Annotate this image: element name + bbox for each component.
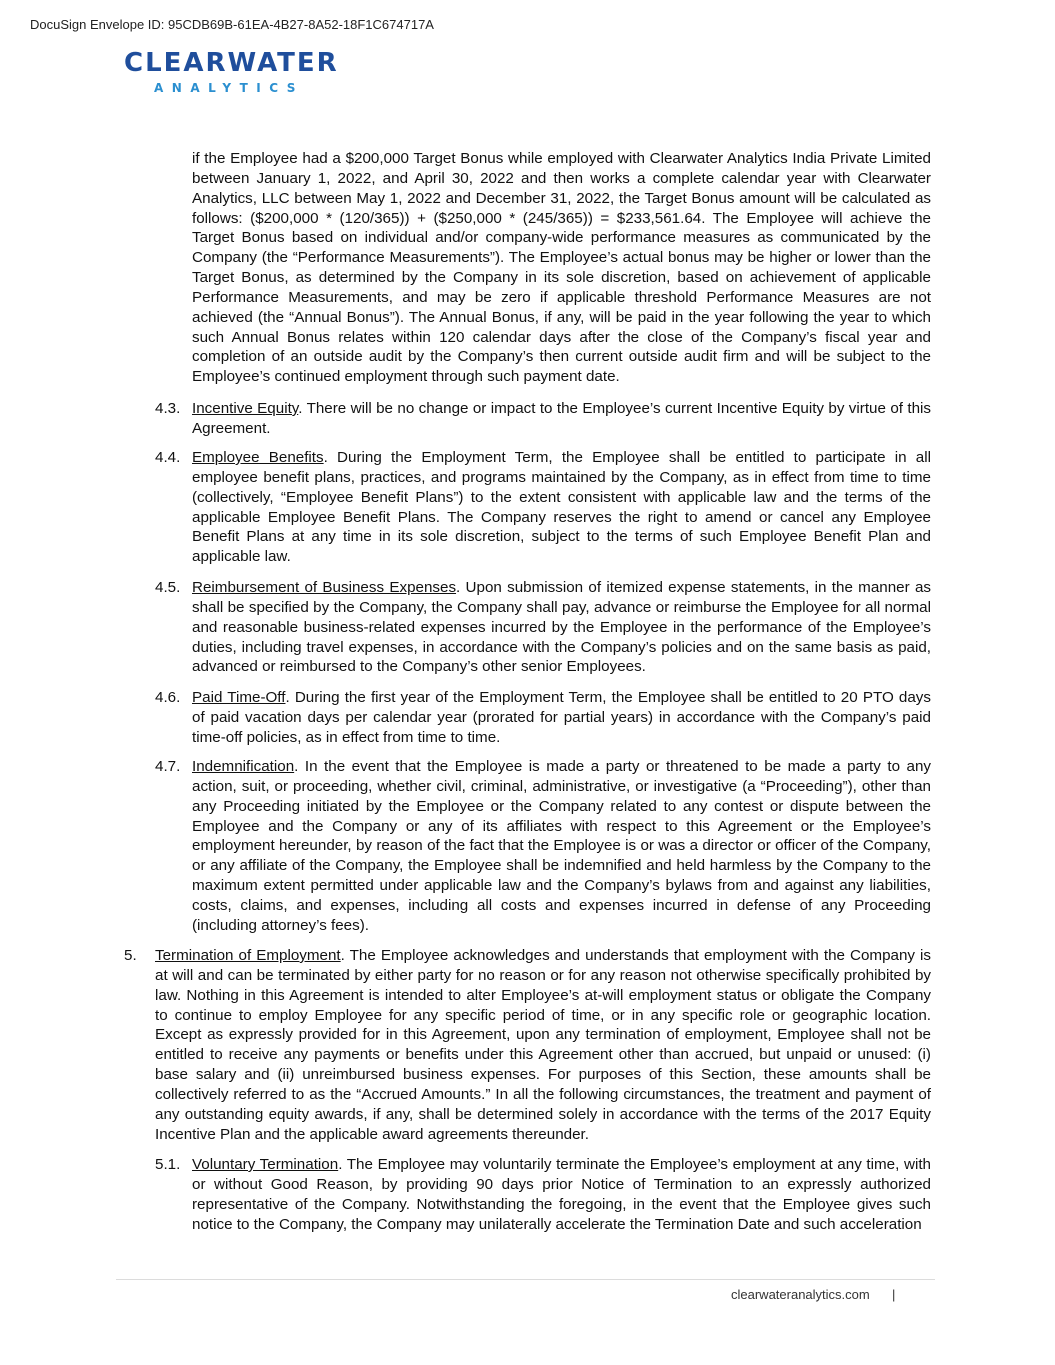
section-heading: Indemnification [192, 758, 295, 775]
section-content: . The Employee may voluntarily terminate the Employee’s employment at any time, with or without Good Reason, by providing 90 days prior Notice of Termination to an expressly authorized representative of the Company. Notwithstanding the foregoing, in the event that the Employee gives such notice to the Company, the Company may unilaterally accelerate the Termination Date and such acceleration [192, 1156, 931, 1233]
section-number: 4.3. [155, 400, 181, 417]
section-heading: Incentive Equity [192, 400, 299, 417]
section-content: . Upon submission of itemized expense statements, in the manner as shall be specified by the Company, the Company shall pay, advance or reimburse the Employee for all normal and reasonable business-related expenses incurred by the Employee in the performance of the Employee’s duties, including travel expenses, in accordance with the Company’s policies and on the same basis as paid, advanced or reimbursed to the Company’s other senior Employees. [192, 579, 931, 676]
section-content: . During the first year of the Employment Term, the Employee shall be entitled to 20 PTO days of paid vacation days per calendar year (prorated for partial years) in accordance with the Company’s paid time-off policies, as in effect from time to time. [192, 689, 931, 746]
logo-subtitle: ANALYTICS [154, 81, 304, 95]
logo-wordmark: CLEARWATER [124, 48, 339, 78]
section-text [192, 688, 931, 748]
section-5 [124, 946, 931, 1144]
intro-paragraph: if the Employee had a $200,000 Target Bonus while employed with Clearwater Analytics India Private Limited between January 1, 2022, and April 30, 2022 and then works a complete calendar year with Clearwater Analytics, LLC between May 1, 2022 and December 31, 2022, the Target Bonus amount will be calculated as follows: ($200,000 * (120/365)) + ($250,000 * (245/365)) = $233,561.64. The Employee will achieve the Target Bonus based on individual and/or company-wide performance measures as communicated by the Company (the “Performance Measurements”). The Employee’s actual bonus may be higher or lower than the Target Bonus, as determined by the Company in its sole discretion, based on achievement of applicable Performance Measurements, and may be zero if applicable threshold Performance Measures are not achieved (the “Annual Bonus”). The Annual Bonus, if any, will be paid in the year following the year to which such Annual Bonus relates within 120 calendar days after the close of the Company’s fiscal year and completion of an outside audit by the Company’s then current outside audit firm and will be subject to the Employee’s continued employment through such payment date. [192, 150, 931, 386]
section-5-1 [155, 1155, 931, 1234]
section-number: 4.5. [155, 579, 181, 596]
section-content: . During the Employment Term, the Employee shall be entitled to participate in all employee benefit plans, practices, and programs maintained by the Company, as in effect from time to time (collectively, “Employee Benefit Plans”) to the extent consistent with applicable law and the terms of the applicable Employee Benefit Plans. The Company reserves the right to amend or cancel any Employee Benefit Plans at any time in its sole discretion, subject to the terms of such Employee Benefit Plan and applicable law. [192, 449, 931, 566]
section-text [192, 448, 931, 567]
section-4-5 [155, 578, 931, 677]
section-heading: Reimbursement of Business Expenses [192, 579, 457, 596]
section-content: . In the event that the Employee is made a party or threatened to be made a party to any action, suit, or proceeding, whether civil, criminal, administrative, or investigative (a “Proceeding”), other than any Proceeding initiated by the Employee or the Company related to any contest or dispute between the Employee and the Company or any of its affiliates with respect to this Agreement or the Employee’s employment hereunder, by reason of the fact that the Employee is or was a director or officer of the Company, or any affiliate of the Company, the Employee shall be indemnified and held harmless by the Company to the maximum extent permitted under applicable law and the Company’s bylaws from and against any liabilities, costs, claims, and expenses, including all costs and expenses incurred in defense of any Proceeding (including attorney’s fees). [192, 758, 931, 934]
section-content: . There will be no change or impact to the Employee’s current Incentive Equity by virtue of this Agreement. [192, 400, 931, 437]
section-heading: Voluntary Termination [192, 1156, 339, 1173]
section-4-3 [155, 399, 931, 439]
footer-website: clearwateranalytics.com [731, 1287, 870, 1302]
footer-divider [116, 1279, 935, 1280]
company-logo [124, 48, 344, 98]
footer-separator: | [892, 1287, 896, 1302]
section-number: 5. [124, 947, 137, 964]
section-number: 4.7. [155, 758, 181, 775]
section-text [155, 946, 931, 1144]
section-4-7 [155, 757, 931, 936]
section-number: 5.1. [155, 1156, 181, 1173]
section-content: . The Employee acknowledges and understands that employment with the Company is at will and can be terminated by either party for no reason or for any reason not otherwise specifically prohibited by law. Nothing in this Agreement is intended to alter Employee’s at-will employment status or obligate the Company to continue to employ Employee for any specific period of time, or in any specific role or geographic location. Except as expressly provided for in this Agreement, upon any termination of employment, Employee shall not be entitled to receive any payments or benefits under this Agreement other than accrued, but unpaid or unused: (i) base salary and (ii) unreimbursed business expenses. For purposes of this Section, these amounts shall be collectively referred to as the “Accrued Amounts.” In all the following circumstances, the treatment and payment of any outstanding equity awards, if any, shall be determined solely in accordance with the terms of the 2017 Equity Incentive Plan and the applicable award agreements thereunder. [155, 947, 932, 1143]
section-heading: Termination of Employment [155, 947, 341, 964]
section-text [192, 1155, 931, 1234]
section-text [192, 757, 931, 936]
section-number: 4.4. [155, 449, 181, 466]
section-4-4 [155, 448, 931, 567]
section-number: 4.6. [155, 689, 181, 706]
section-4-6 [155, 688, 931, 748]
section-heading: Employee Benefits [192, 449, 324, 466]
section-text [192, 578, 931, 677]
section-text [192, 399, 931, 439]
envelope-id: DocuSign Envelope ID: 95CDB69B-61EA-4B27-8A52-18F1C674717A [30, 17, 434, 32]
section-heading: Paid Time-Off [192, 689, 286, 706]
